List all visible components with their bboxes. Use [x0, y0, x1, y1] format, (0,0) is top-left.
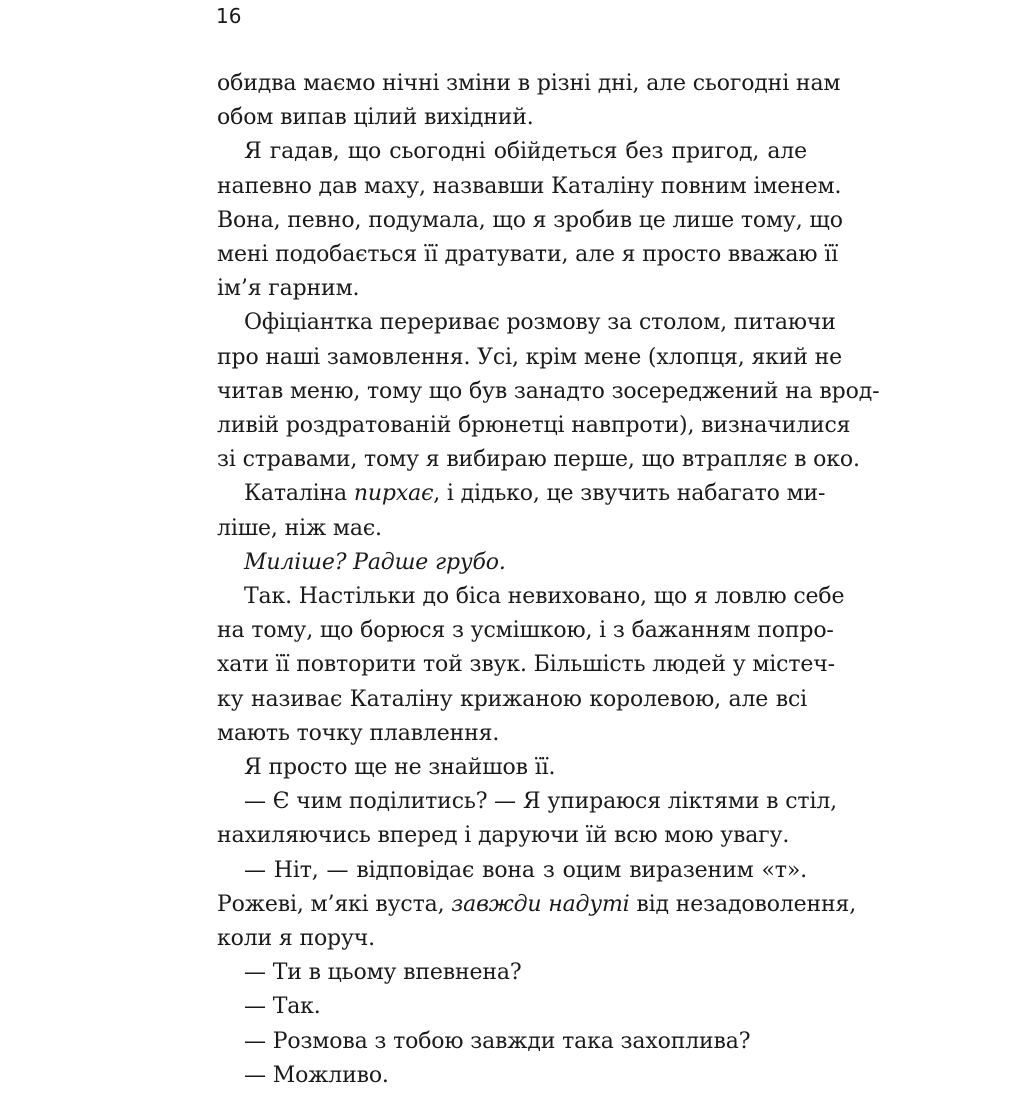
text-line: про наші замовлення. Усі, крім мене (хлопця, який не	[217, 344, 843, 370]
italic-text: пирхає	[353, 481, 434, 507]
page-number: 16	[216, 4, 242, 28]
text-line: — Ніт, — відповідає вона з оцим виразеним «т».	[244, 857, 807, 883]
text-line: Вона, певно, подумала, що я зробив це лише тому, що	[217, 207, 843, 233]
text-fragment: , і дідько, це звучить набагато ми-	[433, 481, 826, 507]
italic-text: Милiше? Радше грубо.	[244, 549, 506, 575]
text-line: ку називає Каталіну крижаною королевою, але всі	[217, 686, 807, 712]
text-line: напевно дав маху, назвавши Каталіну повним іменем.	[217, 173, 842, 199]
text-line: ливій роздратованій брюнетці навпроти), визначилися	[217, 413, 851, 439]
italic-text: завжди надуті	[451, 891, 630, 917]
text-line: мають точку плавлення.	[217, 720, 500, 746]
text-line	[217, 546, 807, 580]
text-line: обидва маємо нічні зміни в різні дні, але сьогодні нам	[217, 71, 841, 96]
text-line: обом випав цілий вихідний.	[217, 105, 534, 131]
text-fragment: від незадоволення,	[629, 891, 857, 917]
text-line: на тому, що борюся з усмішкою, і з бажанням попро-	[217, 618, 834, 644]
text-line: нахиляючись вперед і даруючи їй всю мою увагу.	[217, 823, 790, 849]
text-line: мені подобається її дратувати, але я просто вважаю її	[217, 242, 839, 268]
text-line: хати її повторити той звук. Більшість людей у містеч-	[217, 652, 835, 678]
text-line: — Так.	[244, 994, 321, 1020]
text-line: коли я поруч.	[217, 926, 376, 952]
text-fragment: Рожеві, м’які вуста,	[217, 891, 452, 917]
text-line: зі стравами, тому я вибираю перше, що втрапляє в око.	[217, 447, 860, 473]
text-line: — Ти в цьому впевнена?	[244, 960, 522, 986]
text-line: — Розмова з тобою завжди така захоплива?	[244, 1028, 751, 1054]
text-line: — Можливо.	[244, 1062, 389, 1088]
text-line: Я просто ще не знайшов її.	[244, 755, 556, 781]
text-line: — Є чим поділитись? — Я упираюся ліктями в стіл,	[244, 789, 838, 815]
text-line: читав меню, тому що був занадто зосереджений на врод-	[217, 378, 880, 404]
text-line	[217, 888, 857, 922]
text-line: Я гадав, що сьогодні обійдеться без пригод, але	[244, 139, 807, 165]
text-line: Так. Настільки до біса невиховано, що я ловлю себе	[244, 584, 845, 610]
text-line: Офіціантка перериває розмову за столом, питаючи	[244, 310, 836, 336]
text-line	[217, 477, 826, 511]
text-fragment: Каталіна	[244, 481, 354, 507]
text-line: ліше, ніж має.	[217, 515, 382, 541]
text-line: ім’я гарним.	[217, 276, 360, 302]
book-text	[217, 67, 880, 1093]
